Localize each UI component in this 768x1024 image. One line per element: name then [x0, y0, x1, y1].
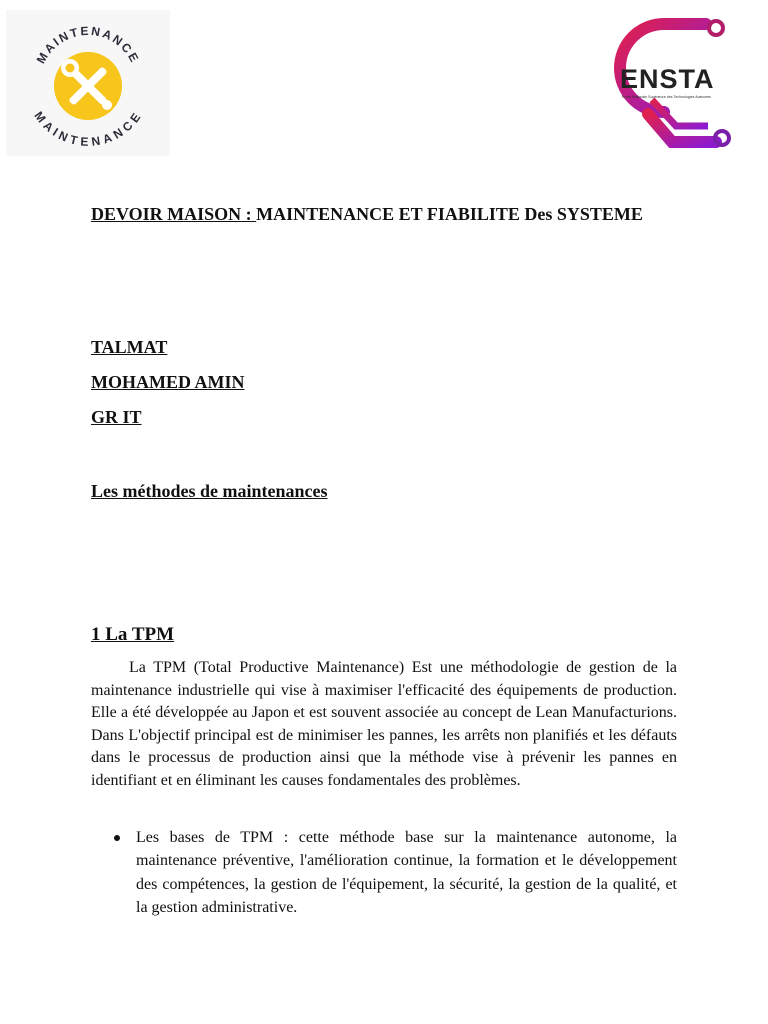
section-heading: Les méthodes de maintenances [91, 481, 328, 501]
logo-ring-text-top: MAINTENANCE [33, 23, 143, 66]
author-group: GR IT [91, 407, 142, 427]
ensta-logo [612, 14, 742, 156]
bullet-icon [114, 835, 120, 841]
document-title [91, 202, 651, 226]
logo-ring-text-bottom: MAINTENANCE [31, 108, 145, 149]
author-last-name: TALMAT [91, 337, 168, 357]
author-first-name: MOHAMED AMIN [91, 372, 245, 392]
title-label: DEVOIR MAISON [91, 204, 242, 224]
maintenance-logo [6, 10, 170, 156]
ensta-wordmark: ENSTA [620, 64, 715, 94]
title-separator: : [241, 204, 257, 224]
tpm-heading: 1 La TPM [91, 624, 175, 645]
bullet-text: Les bases de TPM : cette méthode base sur la maintenance autonome, la maintenance préventive, l'amélioration continue, la formation et le développement des compétences, la gestion de l'équipement, la sécurité, la gestion de la qualité, et la gestion administrative. [136, 829, 677, 917]
tpm-paragraph: La TPM (Total Productive Maintenance) Est une méthodologie de gestion de la maintenance industrielle qui vise à maximiser l'efficacité des équipements de production. Elle a été développée au Japon et est souvent associée au concept de Lean Manufacturions. Dans L'objectif principal est de minimiser les pannes, les arrêts non planifiés et les défauts dans le processus de production ainsi que la méthode vise à prévenir les pannes en identifiant et en éliminant les causes fondamentales des problèmes. [91, 659, 677, 789]
list-item [91, 826, 677, 920]
title-text: MAINTENANCE ET FIABILITE Des SYSTEME [256, 204, 643, 224]
tpm-bullet-list [91, 826, 677, 920]
ensta-subtitle: Ecole Nationale Supérieure des Technologies Avancées [622, 95, 711, 99]
